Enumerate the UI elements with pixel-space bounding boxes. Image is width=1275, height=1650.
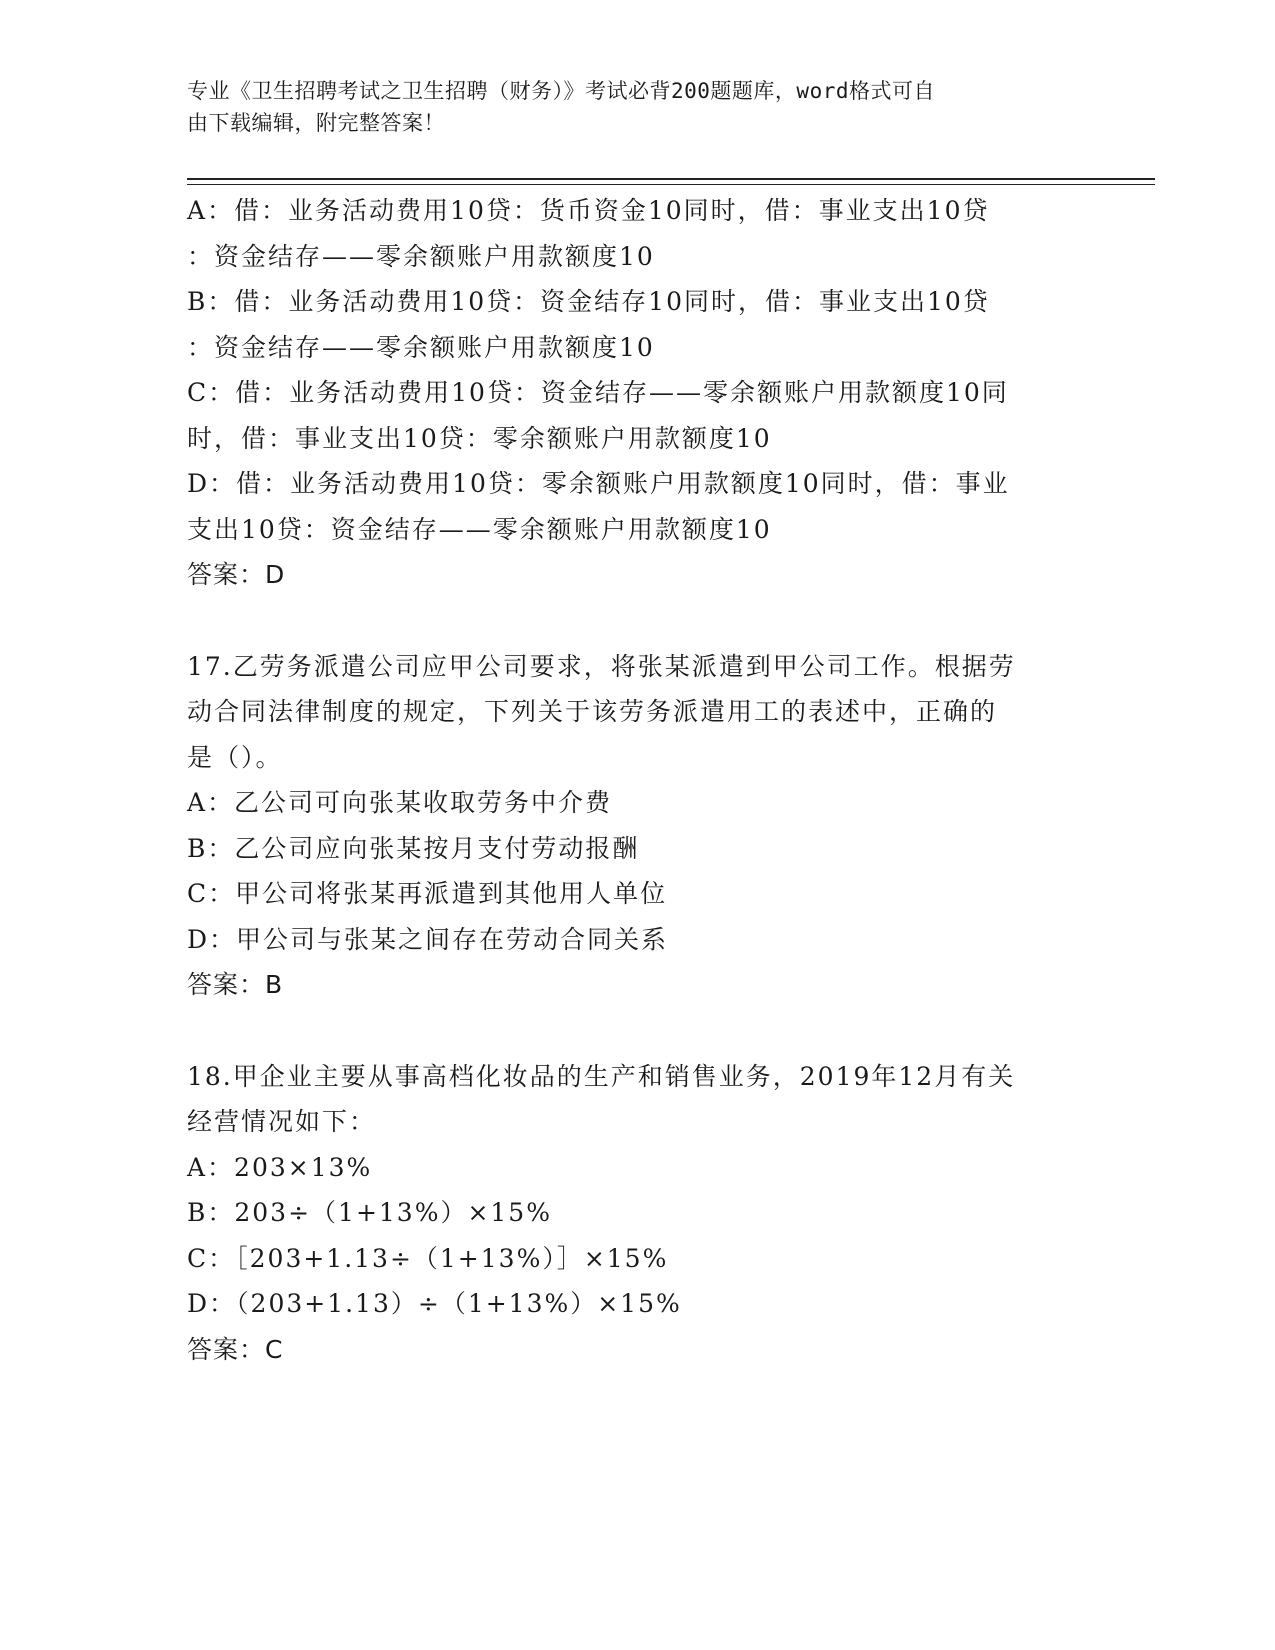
option-a-line-2: ：资金结存——零余额账户用款额度10 [187,241,655,271]
header-rule-thin [187,184,1155,185]
header-rule-thick [187,178,1155,180]
option-a-line-1: A：借：业务活动费用10贷：货币资金10同时，借：事业支出10贷 [187,196,990,225]
option-b-line-1: B：借：业务活动费用10贷：资金结存10同时，借：事业支出10贷 [187,287,990,316]
answer-17: 答案：B [187,970,284,999]
option-b: B：203÷（1+13%）×15% [187,1198,552,1227]
question-stem-line: 17.乙劳务派遣公司应甲公司要求，将张某派遣到甲公司工作。根据劳 [187,651,1016,681]
question-stem-line: 经营情况如下： [187,1107,377,1136]
question-stem-line: 18.甲企业主要从事高档化妆品的生产和销售业务，2019年12月有关 [187,1061,1016,1091]
option-a: A：203×13% [187,1152,373,1182]
spacer [187,598,1077,644]
option-b-line-2: ：资金结存——零余额账户用款额度10 [187,332,655,362]
option-d: D：甲公司与张某之间存在劳动合同关系 [187,924,669,954]
option-a: A：乙公司可向张某收取劳务中介费 [187,788,613,817]
answer-18: 答案：C [187,1334,284,1364]
document-body [187,188,1077,1372]
question-stem-line: 是（）。 [187,742,283,772]
question-17 [187,644,1077,1008]
option-d: D：（203+1.13）÷（1+13%）×15% [187,1289,682,1318]
option-d-line-1: D：借：业务活动费用10贷：零余额账户用款额度10同时，借：事业 [187,469,1010,498]
option-c-line-1: C：借：业务活动费用10贷：资金结存——零余额账户用款额度10同 [187,378,1009,407]
option-d-line-2: 支出10贷：资金结存——零余额账户用款额度10 [187,514,772,544]
document-header [187,75,1067,139]
question-stem-line: 动合同法律制度的规定，下列关于该劳务派遣用工的表述中，正确的 [187,697,998,726]
question-18 [187,1054,1077,1373]
header-line-2: 由下载编辑，附完整答案！ [187,111,445,135]
option-c: C：甲公司将张某再派遣到其他用人单位 [187,879,668,908]
option-c: C：［203+1.13÷（1+13%）］×15% [187,1243,669,1273]
spacer [187,1008,1077,1054]
header-line-1: 专业《卫生招聘考试之卫生招聘（财务）》考试必背200题题库，word格式可自 [187,79,935,103]
question-16 [187,188,1077,598]
option-c-line-2: 时，借：事业支出10贷：零余额账户用款额度10 [187,423,772,453]
answer-16: 答案：D [187,560,286,589]
option-b: B：乙公司应向张某按月支付劳动报酬 [187,833,640,863]
